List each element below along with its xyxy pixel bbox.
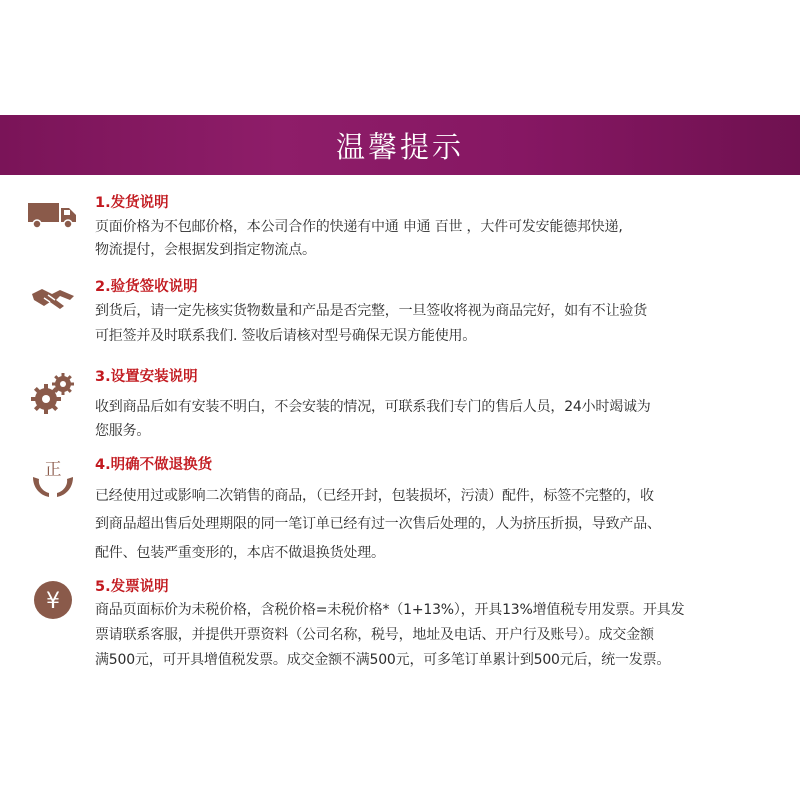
handshake-icon: [28, 278, 78, 318]
hands-zheng-icon: [28, 455, 78, 501]
section-title: 3.设置安装说明: [95, 369, 198, 385]
section-text-line: 到商品超出售后处理期限的同一笔订单已经有过一次售后处理的，人为挤压折损，导致产品、: [95, 516, 661, 532]
zheng-glyph: 正: [44, 460, 62, 480]
section-no-return: [0, 455, 800, 565]
section-text-line: 物流提付，会根据发到指定物流点。: [95, 242, 316, 258]
section-installation: [0, 365, 800, 445]
section-title: 5.发票说明: [95, 579, 169, 595]
section-title: 1.发货说明: [95, 195, 169, 211]
section-text-line: 票请联系客服，并提供开票资料（公司名称，税号，地址及电话、开户行及账号）。成交金额: [95, 627, 654, 643]
section-text-line: 收到商品后如有安装不明白，不会安装的情况，可联系我们专门的售后人员，24小时竭诚为: [95, 399, 651, 415]
yen-circle-icon: [28, 577, 78, 623]
section-text-line: 页面价格为不包邮价格，本公司合作的快递有中通 申通 百世 ，大件可发安能德邦快递,: [95, 219, 623, 235]
section-text-line: 已经使用过或影响二次销售的商品，（已经开封，包装损坏，污渍）配件，标签不完整的，收: [95, 488, 654, 504]
section-text-line: 满500元，可开具增值税发票。成交金额不满500元，可多笔订单累计到500元后，统一发票。: [95, 652, 671, 668]
section-title: 4.明确不做退换货: [95, 457, 213, 473]
section-text-line: 可拒签并及时联系我们. 签收后请核对型号确保无误方能使用。: [95, 328, 477, 344]
section-invoice: [0, 577, 800, 677]
section-text-line: 您服务。: [95, 423, 151, 439]
section-inspection: [0, 275, 800, 355]
section-shipping: [0, 190, 800, 270]
header-banner: [0, 115, 800, 175]
banner-title: 温馨提示: [335, 129, 464, 164]
truck-icon: [28, 195, 78, 235]
section-text-line: 到货后，请一定先核实货物数量和产品是否完整，一旦签收将视为商品完好，如有不让验货: [95, 303, 647, 319]
section-text-line: 商品页面标价为未税价格，含税价格=未税价格*（1+13%），开具13%增值税专用发票。开具发: [95, 602, 685, 618]
section-title: 2.验货签收说明: [95, 279, 198, 295]
gears-icon: [28, 371, 78, 417]
yen-glyph: ¥: [46, 589, 60, 614]
section-text-line: 配件、包装严重变形的，本店不做退换货处理。: [95, 545, 385, 561]
